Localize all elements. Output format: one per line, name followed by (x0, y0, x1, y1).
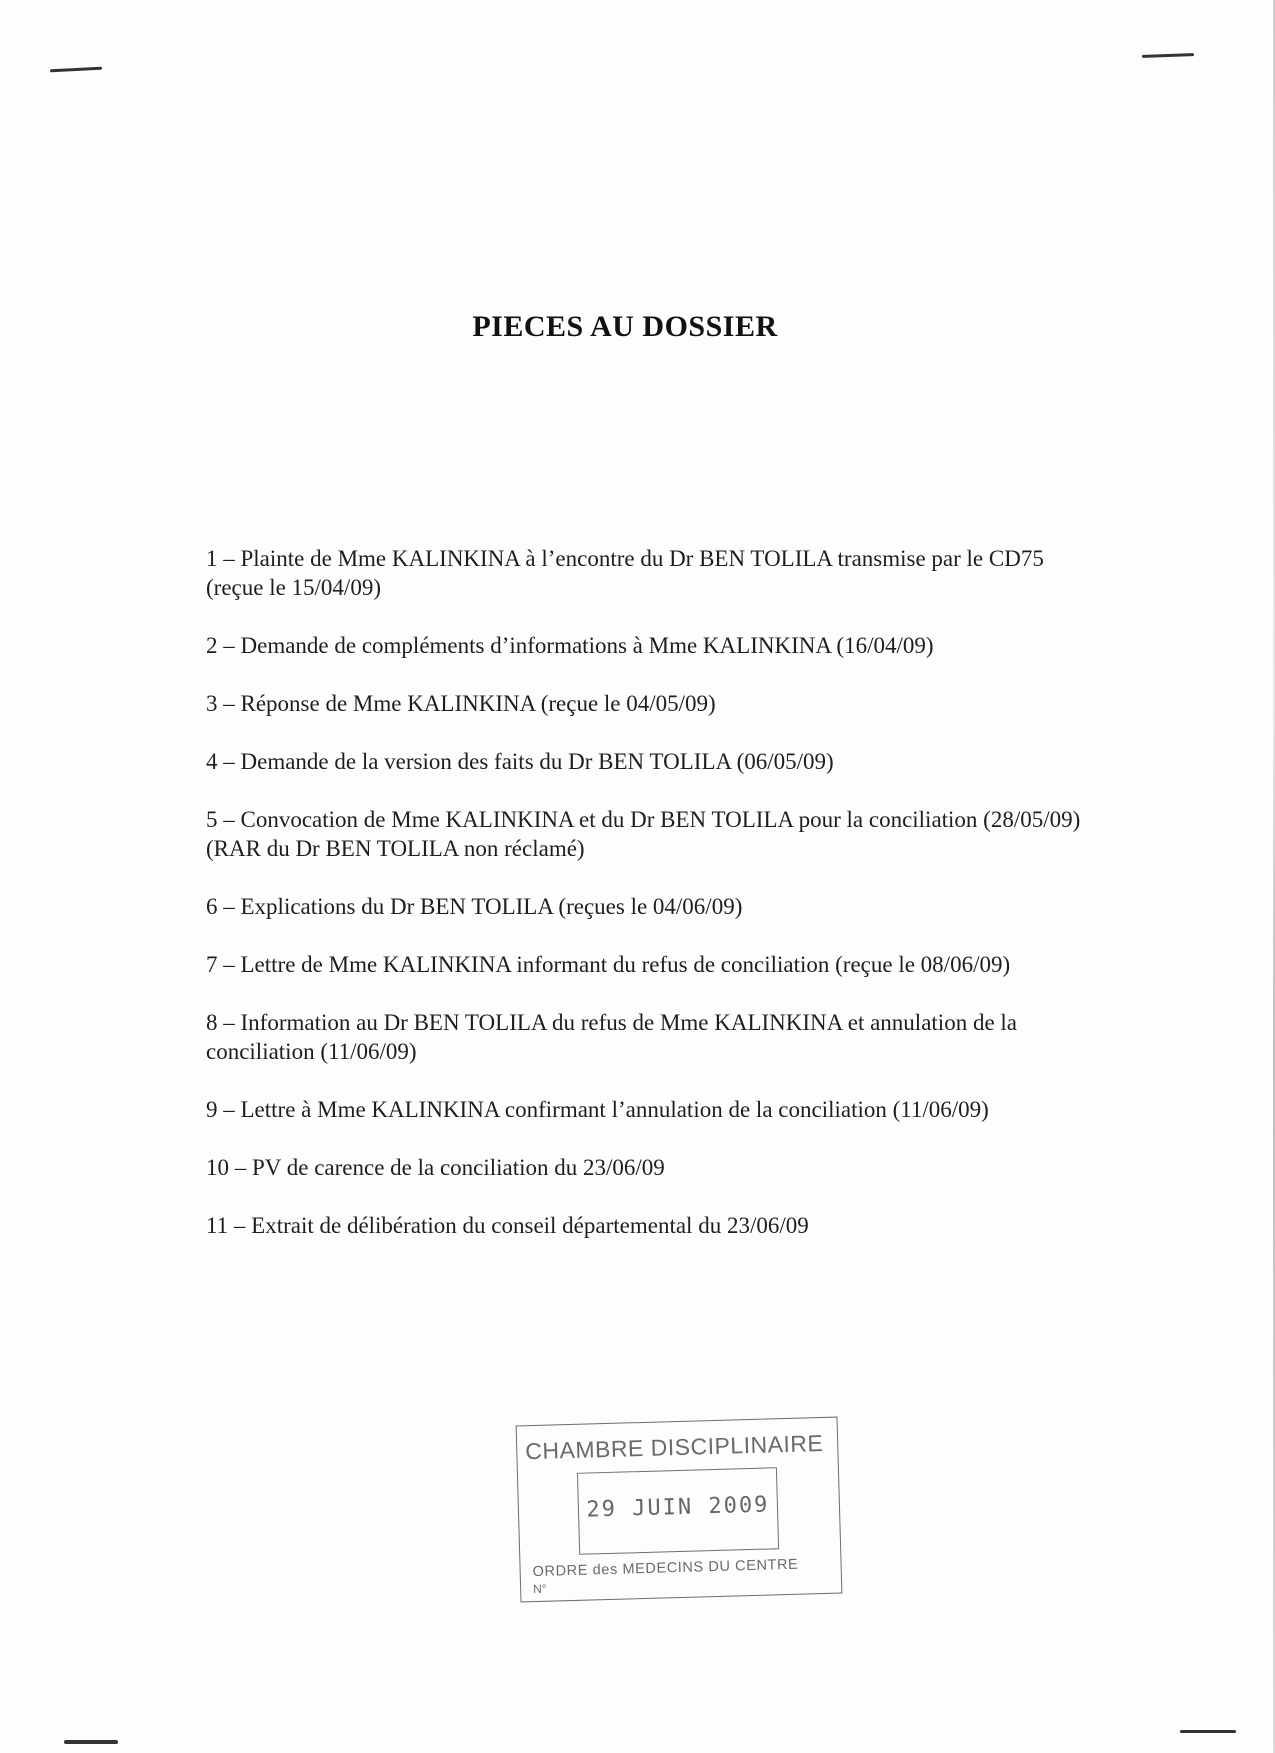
list-item: 3 – Réponse de Mme KALINKINA (reçue le 04/05/09) (206, 691, 716, 716)
stamp-footer: ORDRE des MEDECINS DU CENTRE (532, 1556, 799, 1581)
stamp-number-label: N° (532, 1581, 547, 1597)
staple-mark-bottom-left (64, 1740, 118, 1744)
list-item: 11 – Extrait de délibération du conseil départemental du 23/06/09 (206, 1213, 809, 1238)
staple-mark-top-right (1142, 53, 1194, 58)
stamp-date-box (577, 1467, 779, 1555)
list-item: 9 – Lettre à Mme KALINKINA confirmant l’annulation de la conciliation (11/06/09) (206, 1097, 989, 1122)
list-item: 5 – Convocation de Mme KALINKINA et du Dr BEN TOLILA pour la conciliation (28/05/09) (RAR du Dr BEN TOLILA non réclamé) (206, 807, 1081, 861)
document-item-list (206, 544, 1106, 1269)
list-item: 8 – Information au Dr BEN TOLILA du refus de Mme KALINKINA et annulation de la conciliation (11/06/09) (206, 1010, 1017, 1064)
list-item: 10 – PV de carence de la conciliation du 23/06/09 (206, 1155, 665, 1180)
list-item: 6 – Explications du Dr BEN TOLILA (reçues le 04/06/09) (206, 894, 743, 919)
reception-stamp (516, 1417, 843, 1603)
list-item: 2 – Demande de compléments d’informations à Mme KALINKINA (16/04/09) (206, 633, 934, 658)
document-title: PIECES AU DOSSIER (472, 310, 778, 343)
list-item: 7 – Lettre de Mme KALINKINA informant du refus de conciliation (reçue le 08/06/09) (206, 952, 1011, 977)
list-item: 1 – Plainte de Mme KALINKINA à l’encontre du Dr BEN TOLILA transmise par le CD75 (reçue le 15/04/09) (206, 546, 1044, 600)
staple-mark-top-left (50, 67, 102, 73)
stamp-date: 29 JUIN 2009 (586, 1492, 770, 1523)
staple-mark-bottom-right (1180, 1730, 1236, 1733)
list-item: 4 – Demande de la version des faits du Dr BEN TOLILA (06/05/09) (206, 749, 834, 774)
stamp-header: CHAMBRE DISCIPLINAIRE (524, 1429, 824, 1465)
